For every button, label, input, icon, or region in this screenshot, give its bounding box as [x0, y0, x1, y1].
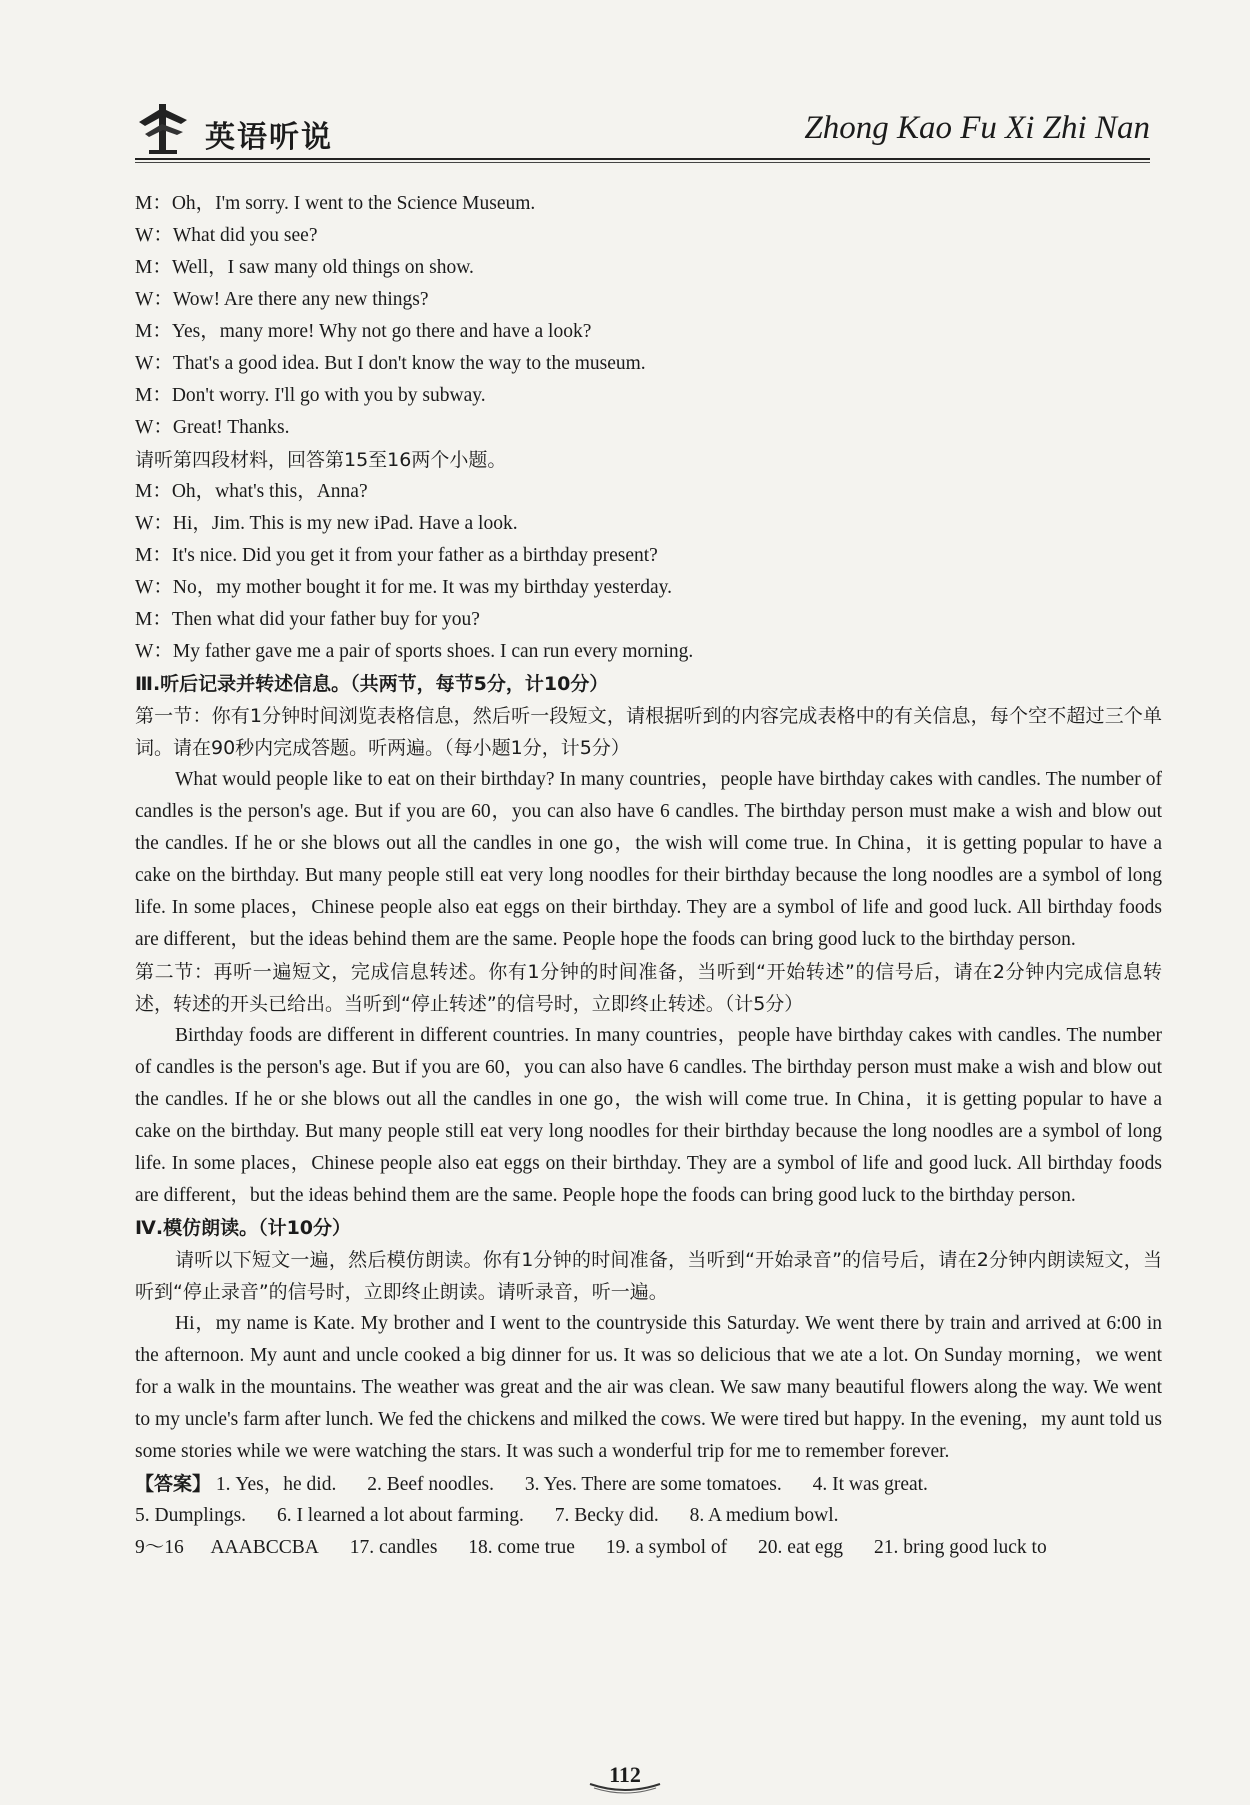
passage-text: Hi，my name is Kate. My brother and I went to the countryside this Saturday. We went there by train and arrived at 6:00 in the afternoon. My aunt and uncle cooked a big dinner for us. It was so delicious that we ate a lot. On Sunday morning，we went for a walk in the mountains. The weather was great and the air was clean. We saw many beautiful flowers along the way. We went to my uncle's farm after lunch. We fed the chickens and milked the cows. We were tired but happy. In the evening，my aunt told us some stories while we were watching the stars. It was such a wonderful trip for me to remember forever. — [135, 1313, 1162, 1462]
dialogue-line: W：Hi，Jim. This is my new iPad. Have a look. — [135, 513, 518, 534]
part4-heading: Ⅳ.模仿朗读。（计10分） — [135, 1217, 352, 1239]
dialogue-line: M：It's nice. Did you get it from your father as a birthday present? — [135, 545, 658, 566]
part3-sec2-passage — [135, 1020, 1162, 1212]
answer-item: 6. I learned a lot about farming. — [276, 1505, 524, 1526]
header-rule — [135, 158, 1150, 160]
answer-item: 5. Dumplings. — [135, 1505, 247, 1526]
answer-item: 7. Becky did. — [554, 1505, 659, 1526]
header-right-title: Zhong Kao Fu Xi Zhi Nan — [804, 110, 1150, 146]
answer-item: 18. come true — [468, 1537, 575, 1558]
answer-item: 21. bring good luck to — [873, 1537, 1047, 1558]
passage-text: What would people like to eat on their birthday? In many countries，people have birthday cakes with candles. The number of candles is the person's age. But if you are 60，you can also have 6 candles. The birthday person must make a wish and blow out the candles. If he or she blows out all the candles in one go，the wish will come true. In China，it is getting popular to have a cake on the birthday. But many people still eat very long noodles for their birthday because the long noodles are a symbol of long life. In some places，Chinese people also eat eggs on their birthday. They are a symbol of life and good luck. All birthday foods are different，but the ideas behind them are the same. People hope the foods can bring good luck to the birthday person. — [135, 769, 1162, 950]
answer-item: 3. Yes. There are some tomatoes. — [524, 1474, 782, 1495]
passage-text: Birthday foods are different in different countries. In many countries，people have birthday cakes with candles. The number of candles is the person's age. But if you are 60，you can also have 6 candles. The birthday person must make a wish and blow out the candles. If he or she blows out all the candles in one go，the wish will come true. In China，it is getting popular to have a cake on the birthday. But many people still eat very long noodles for their birthday because the long noodles are a symbol of long life. In some places，Chinese people also eat eggs on their birthday. They are a symbol of life and good luck. All birthday foods are different，but the ideas behind them are the same. People hope the foods can bring good luck to the birthday person. — [135, 1025, 1162, 1206]
dialogue-line: M：Well，I saw many old things on show. — [135, 257, 474, 278]
dialogue-line: M：Oh，what's this，Anna? — [135, 481, 368, 502]
part3-sec1-instruction: 第一节：你有1分钟时间浏览表格信息，然后听一段短文，请根据听到的内容完成表格中的有关信息，每个空不超过三个单词。请在90秒内完成答题。听两遍。（每小题1分，计5分） — [135, 705, 1162, 759]
dialogue-line: M：Oh，I'm sorry. I went to the Science Museum. — [135, 193, 536, 214]
header-rule-thin — [135, 162, 1150, 163]
dialogue-line: W：My father gave me a pair of sports shoes. I can run every morning. — [135, 641, 694, 662]
dialogue-line: M：Yes，many more! Why not go there and have a look? — [135, 321, 592, 342]
dialogue-line: W：No，my mother bought it for me. It was my birthday yesterday. — [135, 577, 673, 598]
page-number: 112 — [609, 1762, 641, 1787]
answer-item: 17. candles — [349, 1537, 438, 1558]
answer-item: 19. a symbol of — [605, 1537, 728, 1558]
answer-range: 9～16 — [135, 1537, 184, 1558]
part4-instruction: 请听以下短文一遍，然后模仿朗读。你有1分钟的时间准备，当听到“开始录音”的信号后，请在2分钟内朗读短文，当听到“停止录音”的信号时，立即终止朗读。请听录音，听一遍。 — [135, 1249, 1162, 1303]
dialogue-line: M：Don't worry. I'll go with you by subway. — [135, 385, 486, 406]
section-intro: 请听第四段材料，回答第15至16两个小题。 — [135, 449, 507, 471]
answer-item: 20. eat egg — [758, 1537, 844, 1558]
page-number-swoosh-icon — [588, 1780, 662, 1794]
answer-key — [135, 1468, 1162, 1564]
answer-line-1 — [135, 1468, 1162, 1500]
answer-item: AAABCCBA — [210, 1537, 319, 1558]
page-header — [135, 100, 1150, 158]
part4-passage — [135, 1308, 1162, 1468]
part3-sec2-instruction: 第二节：再听一遍短文，完成信息转述。你有1分钟的时间准备，当听到“开始转述”的信号后，请在2分钟内完成信息转述，转述的开头已给出。当听到“停止转述”的信号时，立即终止转述。（计5分） — [135, 961, 1162, 1015]
header-left-title: 英语听说 — [205, 120, 333, 155]
part3-sec1-passage — [135, 764, 1162, 956]
answer-item: 8. A medium bowl. — [689, 1505, 839, 1526]
answer-item: 4. It was great. — [812, 1474, 928, 1495]
dialogue-line: W：What did you see? — [135, 225, 318, 246]
part3-heading: Ⅲ.听后记录并转述信息。（共两节，每节5分，计10分） — [135, 673, 609, 695]
pine-tree-icon — [135, 100, 191, 156]
dialogue-line: M：Then what did your father buy for you? — [135, 609, 480, 630]
answer-item: 1. Yes，he did. — [215, 1474, 337, 1495]
dialogue-line: W：Wow! Are there any new things? — [135, 289, 429, 310]
dialogue-line: W：That's a good idea. But I don't know the way to the museum. — [135, 353, 646, 374]
answer-line-3 — [135, 1532, 1162, 1564]
dialogue-line: W：Great! Thanks. — [135, 417, 290, 438]
page-content — [135, 188, 1162, 1564]
answer-item: 2. Beef noodles. — [367, 1474, 494, 1495]
answer-line-2 — [135, 1500, 1162, 1532]
answer-label: 【答案】 — [135, 1473, 212, 1495]
